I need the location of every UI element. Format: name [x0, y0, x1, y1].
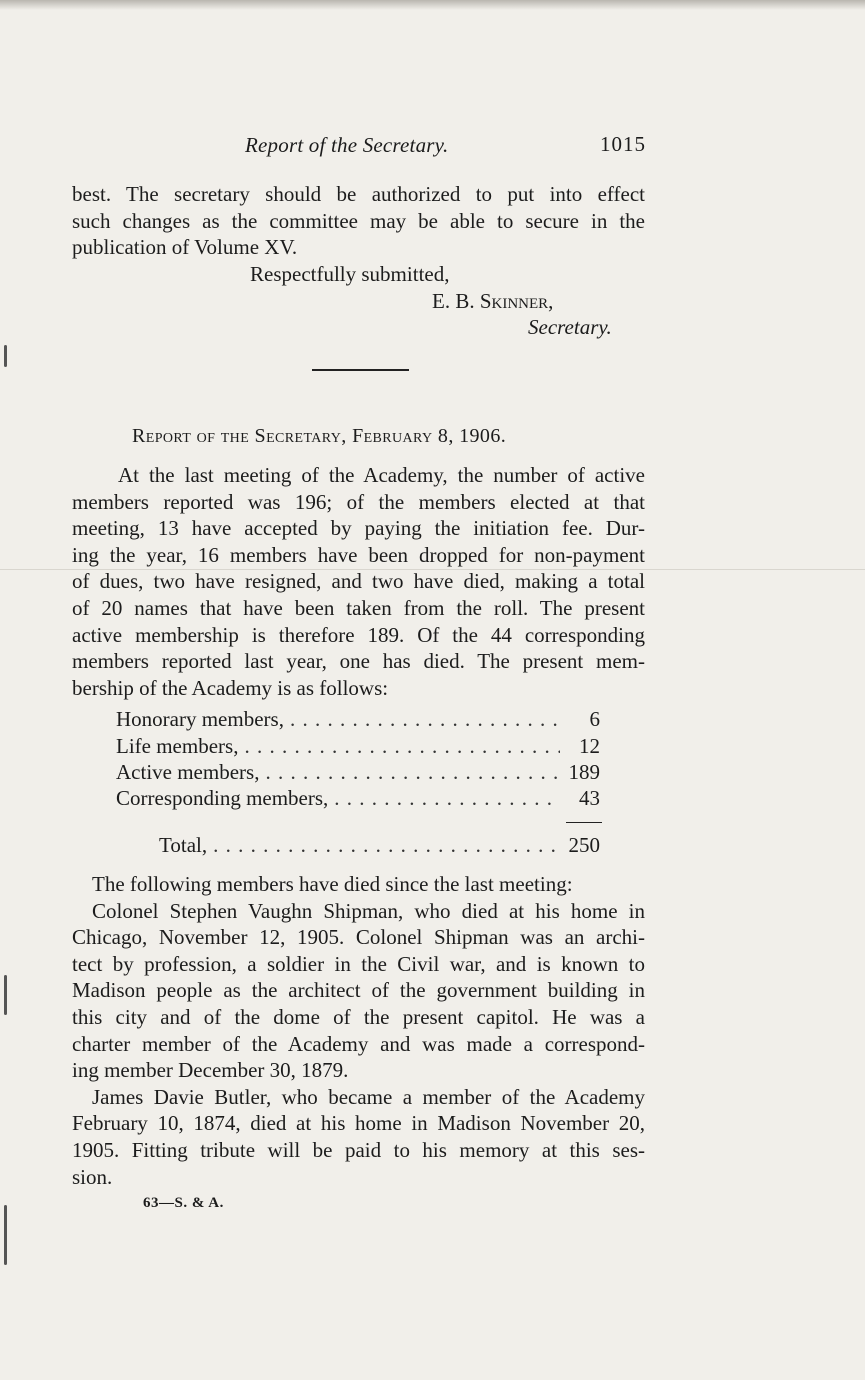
text-line: Madison people as the architect of the government building in — [72, 978, 645, 1003]
table-total-row — [159, 833, 600, 859]
text-line: active membership is therefore 189. Of the 44 corresponding — [72, 622, 645, 647]
text-line: James Davie Butler, who became a member of the Academy — [92, 1084, 645, 1109]
text-line: this city and of the dome of the present capitol. He was a — [72, 1004, 645, 1029]
leader-dots — [213, 833, 560, 858]
text-line: ing member December 30, 1879. — [72, 1058, 349, 1083]
table-row — [116, 734, 600, 760]
signature-mark: 63—S. & A. — [143, 1195, 224, 1211]
table-row — [116, 786, 600, 812]
row-label: Life members, — [116, 734, 239, 758]
row-value: 12 — [579, 734, 600, 758]
leader-dots — [265, 760, 560, 785]
text-line: publication of Volume XV. — [72, 235, 298, 260]
text-line: of 20 names that have been taken from the roll. The present — [72, 595, 645, 620]
text-line: such changes as the committee may be able to secure in the — [72, 208, 645, 233]
page-number: 1015 — [600, 132, 646, 156]
leader-dots — [290, 707, 560, 732]
row-value: 6 — [589, 707, 600, 731]
signature-closing: Respectfully submitted, — [250, 262, 450, 286]
text-line: sion. — [72, 1164, 113, 1189]
text-line: members reported last year, one has died. The present mem- — [72, 649, 645, 674]
text-line: The following members have died since the last meeting: — [92, 872, 573, 896]
text-line: At the last meeting of the Academy, the number of active — [118, 463, 645, 487]
text-line: Colonel Stephen Vaughn Shipman, who died at his home in — [92, 898, 645, 923]
text-line: members reported was 196; of the members elected at that — [72, 489, 645, 514]
table-row — [116, 760, 600, 786]
paragraph-membership — [72, 462, 645, 701]
edge-mark — [4, 975, 7, 1015]
row-label: Active members, — [116, 760, 260, 784]
edge-mark — [4, 345, 7, 367]
text-line: bership of the Academy is as follows: — [72, 675, 389, 700]
section-heading: Report of the Secretary, February 8, 1906. — [132, 425, 507, 447]
text-line: 1905. Fitting tribute will be paid to his memory at this ses- — [72, 1137, 645, 1162]
text-line: ing the year, 16 members have been dropped for non-payment — [72, 542, 645, 567]
row-label: Corresponding members, — [116, 786, 329, 810]
running-header-title: Report of the Secretary. — [245, 133, 449, 157]
edge-mark — [4, 1205, 7, 1265]
paragraph-deaths — [72, 871, 645, 1190]
total-label: Total, — [159, 833, 208, 857]
total-value: 250 — [568, 833, 600, 857]
section-divider — [312, 369, 409, 371]
table-row — [116, 707, 600, 733]
intro-paragraph — [72, 181, 645, 261]
text-line: best. The secretary should be authorized to put into effect — [72, 182, 645, 206]
row-value: 43 — [579, 786, 600, 810]
text-line: meeting, 13 have accepted by paying the initiation fee. Dur- — [72, 516, 645, 541]
text-line: Chicago, November 12, 1905. Colonel Shipman was an archi- — [72, 925, 645, 950]
signature-title: Secretary. — [528, 315, 612, 339]
text-line: charter member of the Academy and was made a correspond- — [72, 1031, 645, 1056]
row-label: Honorary members, — [116, 707, 284, 731]
row-value: 189 — [568, 760, 600, 784]
signature-name: E. B. Skinner, — [432, 289, 554, 313]
text-line: February 10, 1874, died at his home in Madison November 20, — [72, 1111, 645, 1136]
leader-dots — [244, 734, 560, 759]
leader-dots — [334, 786, 560, 811]
text-line: of dues, two have resigned, and two have died, making a total — [72, 569, 645, 594]
sum-rule — [566, 822, 602, 823]
text-line: tect by profession, a soldier in the Civil war, and is known to — [72, 951, 645, 976]
scan-top-edge — [0, 0, 865, 10]
